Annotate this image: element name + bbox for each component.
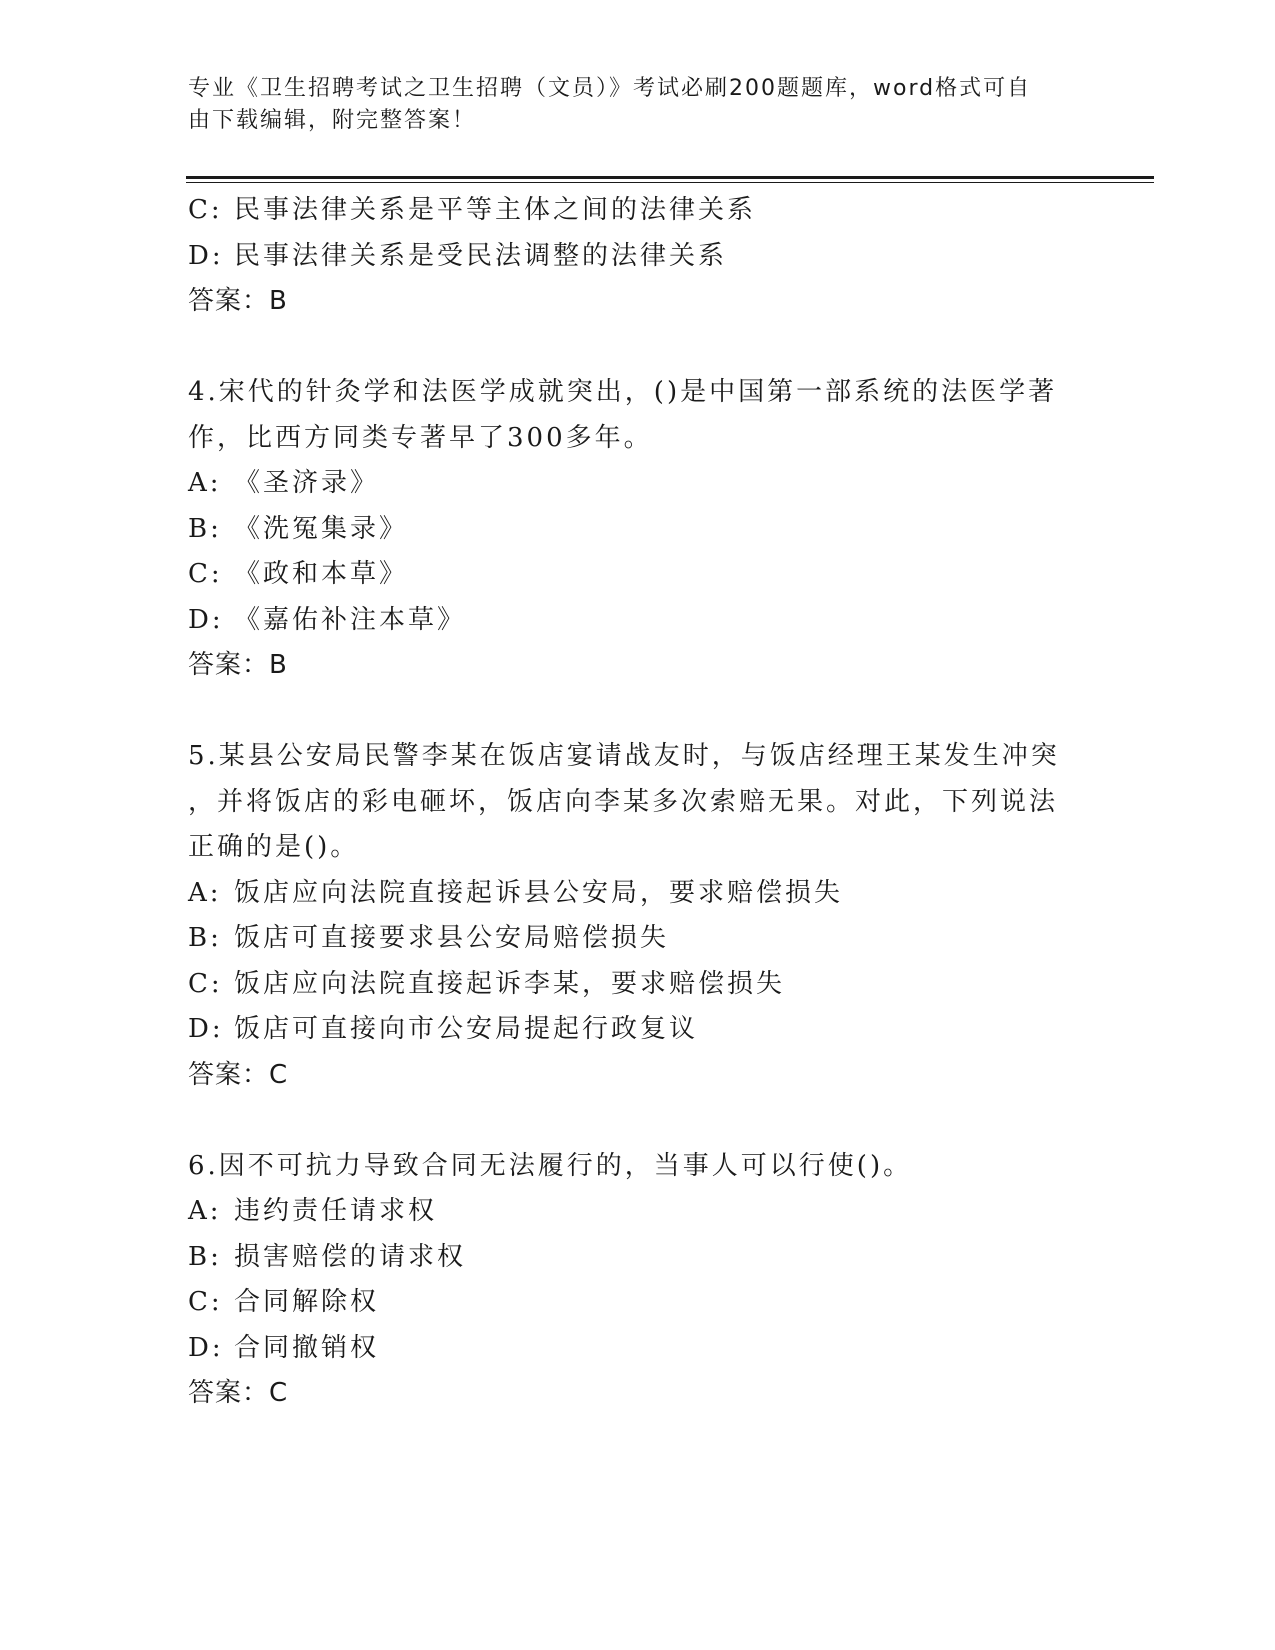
spacer — [188, 689, 1068, 735]
question-stem-line: ，并将饭店的彩电砸坏，饭店向李某多次索赔无果。对此，下列说法 — [188, 786, 1059, 817]
option-key: D: — [188, 240, 224, 271]
option-key: B: — [188, 513, 222, 544]
option-key: C: — [188, 195, 223, 225]
option-key: C: — [188, 968, 223, 999]
option-key: A: — [188, 1196, 222, 1226]
option-c — [188, 1280, 1068, 1326]
header-line-1: 专业《卫生招聘考试之卫生招聘（文员）》考试必刷200题题库，word格式可自 — [188, 76, 1032, 101]
option-text: 《圣济录》 — [234, 468, 380, 498]
question-3-tail — [188, 188, 1068, 325]
option-d — [188, 598, 1068, 644]
header-line-2: 由下载编辑，附完整答案！ — [188, 108, 477, 133]
option-d — [188, 234, 1068, 280]
option-d — [188, 1326, 1068, 1372]
answer-line: 答案：B — [188, 650, 288, 680]
option-key: C: — [188, 1287, 223, 1317]
option-text: 饭店应向法院直接起诉李某，要求赔偿损失 — [234, 968, 786, 999]
option-c — [188, 552, 1068, 598]
option-text: 《政和本草》 — [234, 559, 409, 589]
option-a — [188, 871, 1068, 917]
option-a — [188, 461, 1068, 507]
option-text: 合同解除权 — [234, 1287, 380, 1317]
option-c — [188, 188, 1068, 234]
spacer — [188, 325, 1068, 371]
option-key: C: — [188, 559, 223, 589]
spacer — [188, 1098, 1068, 1144]
option-key: D: — [188, 604, 224, 635]
option-a — [188, 1189, 1068, 1235]
option-b — [188, 507, 1068, 553]
option-text: 饭店可直接要求县公安局赔偿损失 — [234, 923, 670, 953]
option-text: 合同撤销权 — [234, 1332, 380, 1363]
question-6 — [188, 1144, 1068, 1417]
document-header — [188, 73, 1068, 137]
option-text: 违约责任请求权 — [234, 1196, 438, 1226]
option-text: 饭店可直接向市公安局提起行政复议 — [234, 1014, 699, 1044]
option-key: B: — [188, 1241, 222, 1272]
option-text: 损害赔偿的请求权 — [234, 1241, 467, 1272]
option-c — [188, 962, 1068, 1008]
option-text: 民事法律关系是受民法调整的法律关系 — [234, 240, 728, 271]
option-b — [188, 1235, 1068, 1281]
question-stem-line: 4.宋代的针灸学和法医学成就突出，()是中国第一部系统的法医学著 — [188, 377, 1058, 407]
question-stem-line: 5.某县公安局民警李某在饭店宴请战友时，与饭店经理王某发生冲突 — [188, 741, 1060, 771]
header-rule-thick — [186, 176, 1154, 179]
question-4 — [188, 370, 1068, 689]
option-text: 饭店应向法院直接起诉县公安局，要求赔偿损失 — [234, 877, 844, 908]
question-5 — [188, 734, 1068, 1098]
answer-line: 答案：B — [188, 286, 288, 316]
option-text: 《洗冤集录》 — [234, 513, 409, 544]
document-body — [188, 188, 1068, 1417]
question-stem-line: 作，比西方同类专著早了300多年。 — [188, 422, 653, 453]
option-key: D: — [188, 1014, 224, 1044]
question-stem-line: 6.因不可抗力导致合同无法履行的，当事人可以行使()。 — [188, 1150, 913, 1181]
option-key: A: — [188, 877, 222, 908]
option-text: 《嘉佑补注本草》 — [234, 604, 467, 635]
option-key: B: — [188, 923, 222, 953]
option-text: 民事法律关系是平等主体之间的法律关系 — [234, 195, 757, 225]
header-rule-thin — [186, 182, 1154, 183]
answer-line: 答案：C — [188, 1378, 289, 1408]
option-key: D: — [188, 1332, 224, 1363]
option-b — [188, 916, 1068, 962]
question-stem-line: 正确的是()。 — [188, 832, 360, 862]
option-key: A: — [188, 468, 222, 498]
option-d — [188, 1007, 1068, 1053]
answer-line: 答案：C — [188, 1059, 289, 1090]
